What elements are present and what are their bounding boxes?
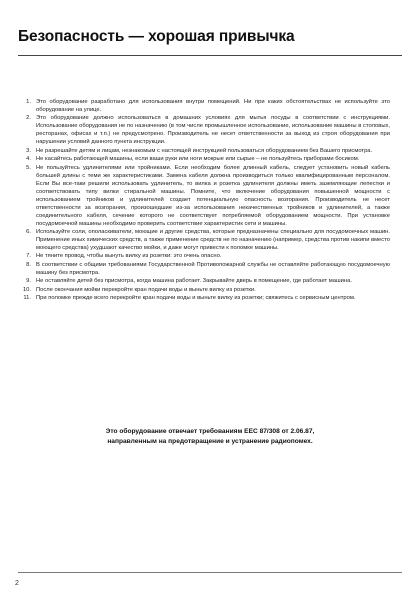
item-number: 2. <box>26 115 31 122</box>
item-number: 1. <box>26 99 31 105</box>
title-divider <box>18 55 402 56</box>
item-number: 3. <box>26 147 31 154</box>
compliance-notice-line: направленным на предотвращение и устранение радиопомех. <box>107 438 313 445</box>
item-text: Это оборудование должно использоваться в домашних условиях для мытья посуды в соответствии с инструкциями. Использование оборудования не по назначению (в том числе промышленное использование, использование машины в столовых, ресторанах, офисах и т.п.) не предусмотрено. Производитель не несет ответственности за выход из строя оборудования при нарушении условий данного пункта инструкции. <box>36 115 390 146</box>
list-item <box>0 114 420 146</box>
item-text: Не оставляйте детей без присмотра, когда машина работает. Закрывайте дверь в помещение, где работает машина. <box>36 278 352 285</box>
list-item <box>0 277 420 285</box>
item-number: 7. <box>26 253 31 260</box>
item-text: После окончания мойки перекройте кран подачи воды и выньте вилку из розетки. <box>36 286 256 293</box>
item-number: 10. <box>22 286 31 293</box>
list-item <box>0 147 420 155</box>
list-item <box>0 294 420 302</box>
page-number: 2 <box>15 580 19 587</box>
item-text: Не пользуйтесь удлинителями или тройниками. Если необходим более длинный кабель, следует установить новый кабель большей длины с теми же характеристиками. Замена кабеля должна производиться только квалифицированным персоналом. Если Вы все-таки решили использовать удлинитель, то вилка и розетка удлинителя должны иметь заземляющие лепестки и соответствовать типу вилки стиральной машины. Помните, что включение оборудования повышенной мощности с использованием тройников и удлинителей создает потенциальную опасность возгорания. Производитель не несет ответственности за возгорания, произошедшие из-за использования некачественных тройников и удлинителей, а также соединительного кабеля, сечение которого не соответствует потребляемой оборудованием мощности. При установке посудомоечной машины необходимо проверить соответствие характеристик сети и машины. <box>36 164 390 227</box>
compliance-notice <box>0 427 420 447</box>
item-number: 8. <box>26 261 31 268</box>
item-text: В соответствии с общими требованиями Государственной Противопожарной службы не оставляйте работающую посудомоечную машину без присмотра. <box>36 261 390 276</box>
list-item <box>0 252 420 260</box>
list-item <box>0 228 420 252</box>
item-text: Не разрешайте детям и лицам, незнакомым с настоящей инструкцией пользоваться оборудованием без Вашего присмотра. <box>36 147 373 154</box>
item-number: 4. <box>26 156 31 163</box>
item-text: При поломке прежде всего перекройте кран подачи воды и выньте вилку из розетки; свяжитесь с сервисным центром. <box>36 294 356 301</box>
list-item <box>0 98 420 114</box>
item-text: Не касайтесь работающей машины, если ваши руки или ноги мокрые или сырые – не пользуйтесь приборами босиком. <box>36 156 360 163</box>
item-text: Это оборудование разработано для использования внутри помещений. Ни при каких обстоятельствах не используйте это оборудование на улице. <box>36 99 390 113</box>
item-number: 5. <box>26 164 31 171</box>
item-number: 6. <box>26 228 31 235</box>
item-number: 11. <box>23 294 31 301</box>
list-item <box>0 164 420 228</box>
list-item <box>0 286 420 294</box>
list-item <box>0 155 420 163</box>
item-text: Используйте соли, ополаскиватели, моющие и другие средства, которые предназначены специально для посудомоечных машин. Применение иных химических средств, а также применение средств не по назначению (например, средства против накипи вместо моющего средства) ухудшают качество мойки, и даже могут привести к поломке машины. <box>36 228 390 251</box>
item-text: Не тяните провод, чтобы вынуть вилку из розетки: это очень опасно. <box>36 253 222 260</box>
list-item <box>0 261 420 277</box>
item-number: 9. <box>26 278 31 285</box>
page-title: Безопасность — хорошая привычка <box>18 28 295 45</box>
compliance-notice-line: Это оборудование отвечает требованиям ЕЕС 87/308 от 2.06.87, <box>105 428 315 435</box>
footer-divider <box>18 572 402 573</box>
safety-instructions-list <box>0 98 420 302</box>
